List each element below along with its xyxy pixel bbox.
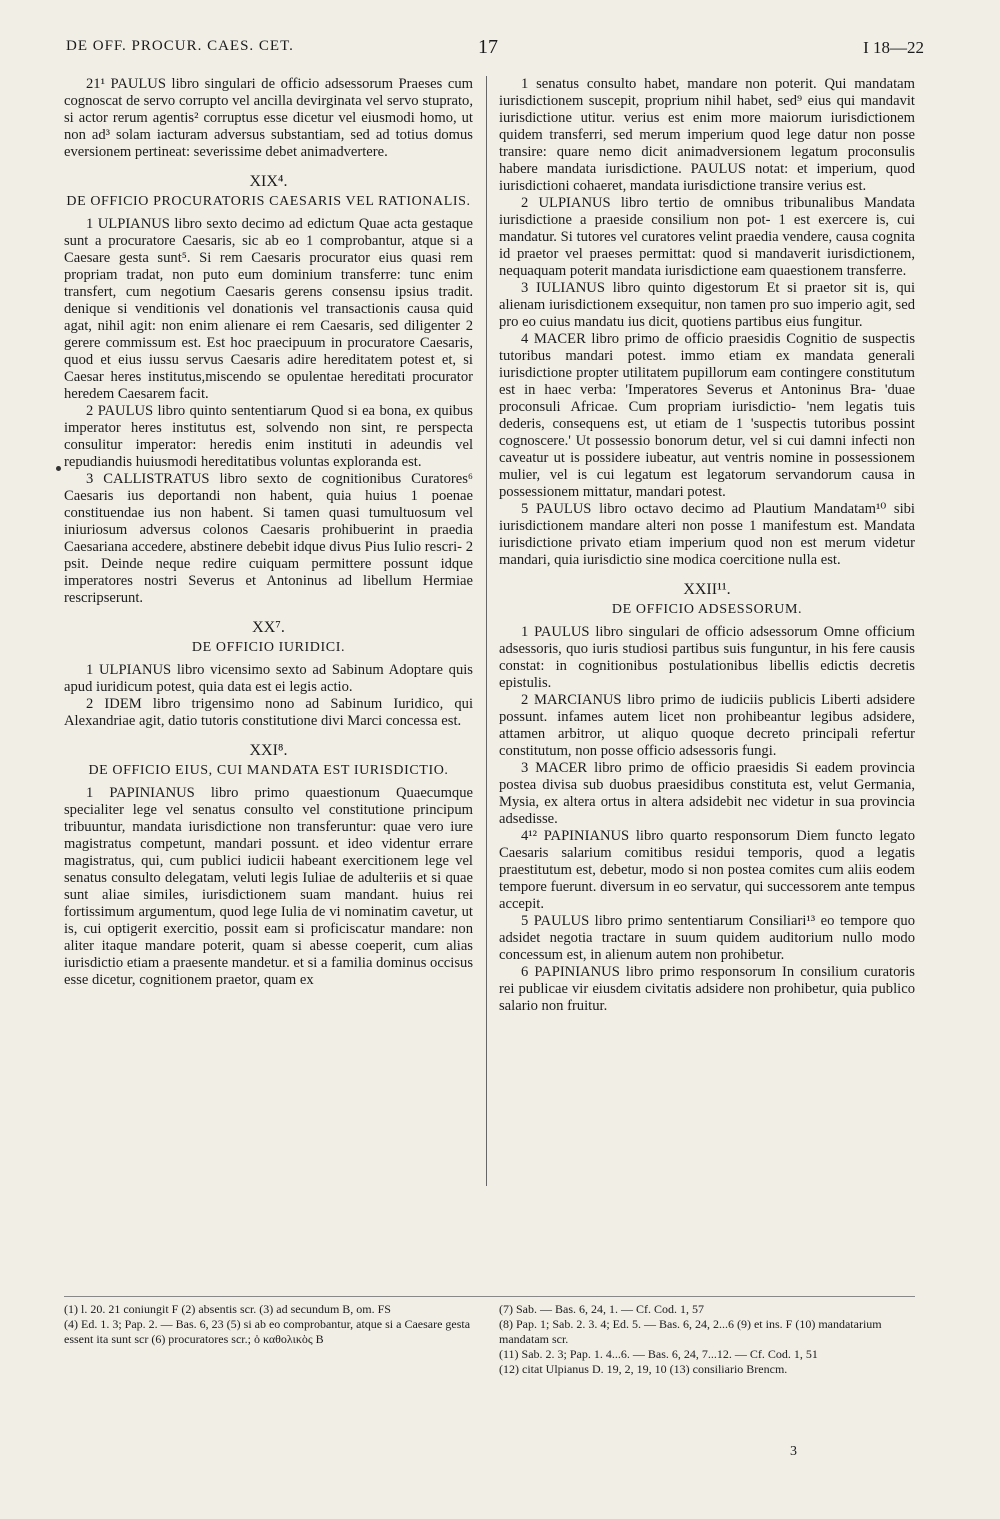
paragraph: 1 ULPIANUS libro vicensimo sexto ad Sabinum Adoptare quis apud iuridicum potest, quia data est ei legis actio.	[64, 662, 473, 695]
footnote-line: (11) Sab. 2. 3; Pap. 1. 4...6. — Bas. 6, 24, 7...12. — Cf. Cod. 1, 51	[499, 1347, 818, 1361]
running-head	[66, 36, 924, 60]
paragraph: 1 PAPINIANUS libro primo quaestionum Quaecumque specialiter lege vel senatus consulto vel constitutione principum tribuuntur, mandata iurisdictione non transferuntur: quae vero iure magistratus competunt, mandari possunt. et ideo videntur errare magistratus, qui, cum publici iudicii habeant exercitionem lege vel senatus consulto delegatam, veluti legis Iuliae de adulteriis et si quae sunt aliae similes, iurisdictionem suam mandant. huius rei fortissimum argumentum, quod lege Iulia de vi nominatim cavetur, ut is, cui optigerit exercitio, possit eam si proficiscatur mandare: non aliter itaque mandare poterit, quam si abesse coeperit, cum alias iurisdictio etiam a praesente mandetur. et si a familia dominus occisus esse dicetur, cognitionem praetor, quam ex	[64, 785, 473, 988]
footnote-line: (4) Ed. 1. 3; Pap. 2. — Bas. 6, 23 (5) si ab eo comprobantur, atque si a Caesare gesta essent ita sunt scr (6) procuratores scr.; ὁ καθολικὸς B	[64, 1317, 471, 1346]
paragraph: 2 ULPIANUS libro tertio de omnibus tribunalibus Mandata iurisdictione a praeside consilium non pot- 1 est exercere is, cui mandatur. Si tutores vel curatores velint praedia vendere, causa cognita id praetor vel praeses permittat: quod si mandaverit iurisdictionem, nequaquam poterit mandata iurisdictione eam quaestionem transferre.	[499, 195, 915, 279]
section-number: XXI⁸.	[249, 742, 288, 759]
footnote-rule	[64, 1296, 915, 1297]
paragraph: 4¹² PAPINIANUS libro quarto responsorum Diem functo legato Caesaris salarium comitibus residui temporis, quod a legatis praestitutum est, debetur, modo si non postea comites cum aliis eodem tempore fuerunt. diversum in eo servatur, qui successorem ante tempus accepit.	[499, 828, 915, 912]
section-title: DE OFFICIO IURIDICI.	[191, 640, 346, 655]
paragraph: 2 PAULUS libro quinto sententiarum Quod si ea bona, ex quibus imperator heres institutus est, solvendo non sint, re perspecta consulitur imperator: heredis enim instituti in adeundis vel repudiandis huiusmodi hereditatibus voluntas exploranda est.	[64, 403, 473, 470]
section-title: DE OFFICIO PROCURATORIS CAESARIS VEL RATIONALIS.	[66, 194, 471, 209]
footnotes-right	[499, 1302, 915, 1377]
footnote-line: (7) Sab. — Bas. 6, 24, 1. — Cf. Cod. 1, 57	[499, 1302, 704, 1316]
section-number: XXII¹¹.	[683, 581, 731, 598]
footnotes-left	[64, 1302, 473, 1347]
margin-bullet-mark	[56, 466, 61, 471]
footnote-line: (1) l. 20. 21 coniungit F (2) absentis scr. (3) ad secundum B, om. FS	[64, 1302, 391, 1316]
page-number: 17	[478, 36, 498, 58]
section-title: DE OFFICIO ADSESSORUM.	[611, 602, 803, 617]
paragraph: 5 PAULUS libro octavo decimo ad Plautium Mandatam¹⁰ sibi iurisdictionem mandare alteri non posse 1 manifestum est. Mandata iurisdictione privato etiam imperium quod non est merum videtur mandari, quia iurisdictio sine modica coercitione nulla est.	[499, 501, 915, 568]
section-number: XIX⁴.	[249, 173, 288, 190]
left-column	[64, 76, 473, 989]
running-head-range: I 18—22	[863, 38, 924, 57]
paragraph: 2 MARCIANUS libro primo de iudiciis publicis Liberti adsidere possunt. infames autem licet non prohibeantur legibus adsidere, attamen arbitror, ut aliquo quoque decreto principali refertur constitutum, non posse officio adsessoris fungi.	[499, 692, 915, 759]
signature-mark: 3	[790, 1444, 797, 1459]
paragraph: 5 PAULUS libro primo sententiarum Consiliari¹³ eo tempore quo adsidet negotia tractare in suum quidem auditorium nullo modo concessum est, in alienum autem non prohibetur.	[499, 913, 915, 963]
paragraph: 2 IDEM libro trigensimo nono ad Sabinum Iuridico, qui Alexandriae agit, datio tutoris constitutione divi Marci concessa est.	[64, 696, 473, 729]
paragraph: 3 MACER libro primo de officio praesidis Si eadem provincia postea divisa sub duobus praesidibus constituta est, velut Germania, Mysia, ex altera ortus in altera adsidebit nec videtur in sua provincia adsedisse.	[499, 760, 915, 827]
paragraph: 1 senatus consulto habet, mandare non poterit. Qui mandatam iurisdictionem suscepit, proprium nihil habet, sed⁹ eius qui mandavit iurisdictione utitur. verius est enim more maiorum iurisdictionem quidem transferri, sed merum imperium quod lege datur non posse transire: quare nemo dicit animadversionem legatum proconsulis habere mandata iurisdictione. PAULUS notat: et imperium, quod iurisdictioni cohaeret, mandata iurisdictione transire verius est.	[499, 76, 915, 194]
right-column	[499, 76, 915, 1015]
footnote-line: (12) citat Ulpianus D. 19, 2, 19, 10 (13) consiliario Brencm.	[499, 1362, 788, 1376]
section-title: DE OFFICIO EIUS, CUI MANDATA EST IURISDICTIO.	[88, 763, 449, 778]
footnote-line: (8) Pap. 1; Sab. 2. 3. 4; Ed. 5. — Bas. 6, 24, 2...6 (9) et ins. F (10) mandatarium mandatam scr.	[499, 1317, 882, 1346]
section-number: XX⁷.	[252, 619, 285, 636]
column-divider	[486, 76, 487, 1186]
running-head-title: DE OFF. PROCUR. CAES. CET.	[66, 38, 294, 54]
paragraph: 3 IULIANUS libro quinto digestorum Et si praetor sit is, qui alienam iurisdictionem exsequitur, non tamen pro suo imperio agit, sed pro eo cuius mandatu ius dicit, quotiens partibus eius fungitur.	[499, 280, 915, 330]
paragraph: 3 CALLISTRATUS libro sexto de cognitionibus Curatores⁶ Caesaris ius deportandi non habent, quia huius 1 poenae constituendae ius non habent. Si tamen quasi tumultuosum vel iniuriosum adversus colonos Caesaris prohibuerint in praedia Caesariana accedere, abstinere debebit idque divus Pius Iulio rescri- 2 psit. Deinde neque redire cuiquam permittere possunt idque imperatores nostri Severus et Antoninus ad libellum Hermiae rescripserunt.	[64, 471, 473, 606]
paragraph: 1 PAULUS libro singulari de officio adsessorum Omne officium adsessoris, quo iuris studiosi partibus suis funguntur, in his fere causis constat: in cognitionibus postulationibus libellis edictis decretis epistulis.	[499, 624, 915, 691]
paragraph: 4 MACER libro primo de officio praesidis Cognitio de suspectis tutoribus mandari potest. immo etiam ex mandata generali iurisdictione propter utilitatem pupillorum eam contingere constitutum est in haec verba: 'Imperatores Severus et Antoninus Bra- 'duae proconsuli Africae. Cum propriam iurisdictio- 'nem legatis tuis dederis, consequens est, ut etiam de 1 'suspectis tutoribus possint cognoscere.' Ut possessio bonorum detur, vel si cui damni infecti non caveatur ut is possidere iubeatur, aut ventris nomine in possessionem mulier, vel is cui legatum est legatorum servandorum causa in possessionem mittatur, mandari potest.	[499, 331, 915, 500]
paragraph: 6 PAPINIANUS libro primo responsorum In consilium curatoris rei publicae vir eiusdem civitatis adsidere non prohibetur, quia publico salario non fruitur.	[499, 964, 915, 1014]
paragraph: 1 ULPIANUS libro sexto decimo ad edictum Quae acta gestaque sunt a procuratore Caesaris, sic ab eo 1 comprobantur, atque si a Caesare gesta sunt⁵. Si rem Caesaris procurator eius quasi rem propriam tradat, non puto eum dominium transferre: tunc enim transfert, cum negotium Caesaris gerens consensu ipsius tradit. denique si venditionis vel donationis vel transactionis causa quid agat, nihil agit: non enim alienare ei rem Caesaris, sed diligenter 2 gerere commissum est. Est hoc praecipuum in procuratore Caesaris, quod et eius iussu servus Caesaris adire hereditatem potest et, si Caesar heres institutus,miscendo se opulentae hereditati procurator heredem Caesarem facit.	[64, 216, 473, 402]
paragraph: 21¹ PAULUS libro singulari de officio adsessorum Praeses cum cognoscat de servo corrupto vel ancilla devirginata vel servo stuprato, si actor rerum agentis² corruptus esse dicetur vel eiusmodi homo, ut non ad³ solam iacturam adversus substantiam, sed ad totius domus eversionem pertineat: severissime debet animadvertere.	[64, 76, 473, 160]
